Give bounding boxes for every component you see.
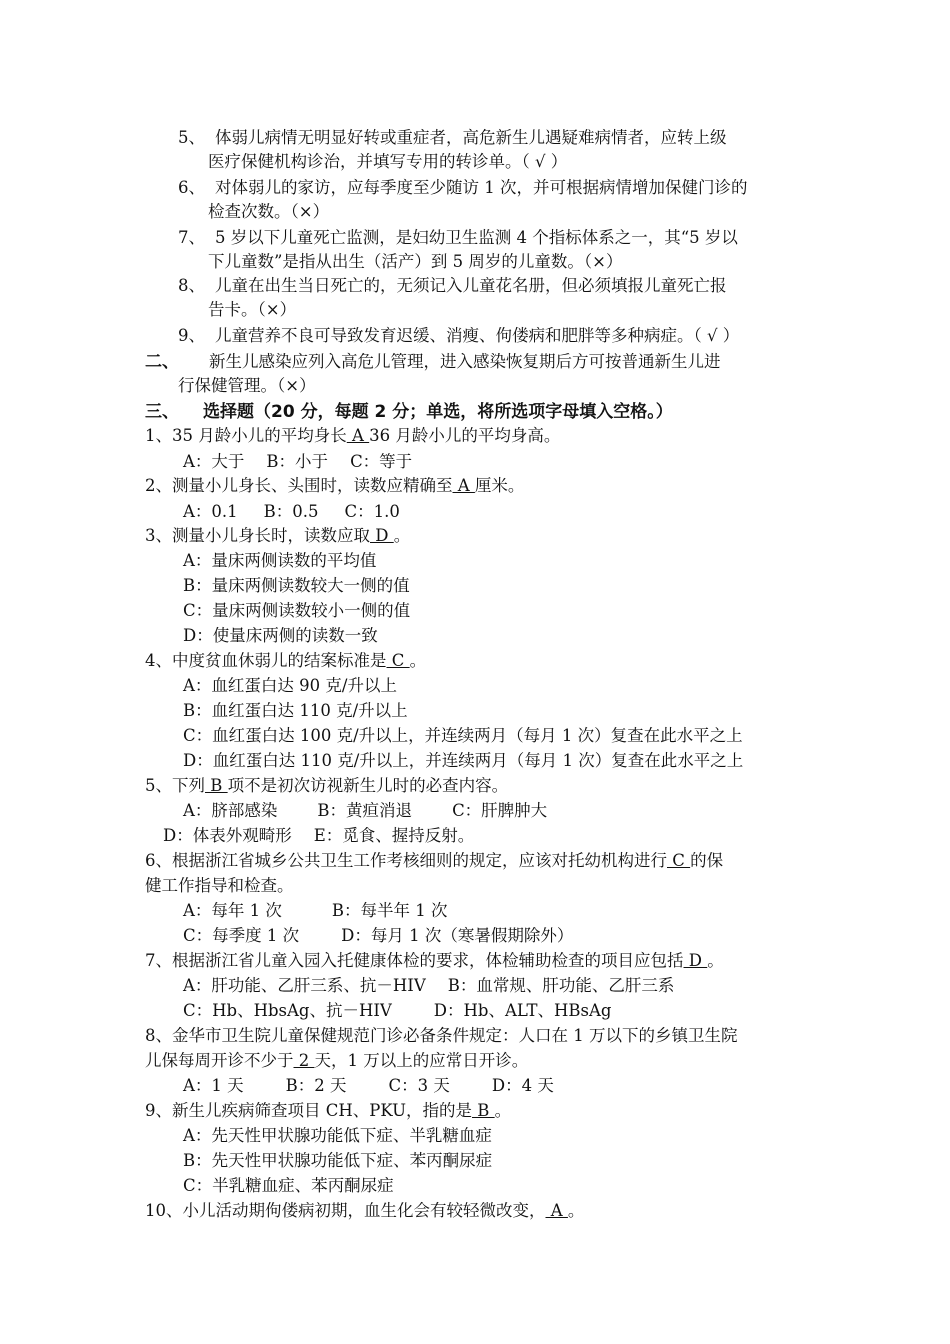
question-2: 2、测量小儿身长、头围时，读数应精确至 A 厘米。	[145, 476, 525, 495]
tf-item-8-line2: 告卡。（×）	[208, 300, 297, 319]
answer-blank: B	[472, 1101, 495, 1120]
question-5: 5、下列 B 项不是初次访视新生儿时的必查内容。	[145, 776, 509, 795]
question-4-option-d: D：血红蛋白达 110 克/升以上，并连续两月（每月 1 次）复查在此水平之上	[183, 751, 744, 770]
question-10: 10、小儿活动期佝偻病初期，血生化会有较轻微改变， A 。	[145, 1201, 585, 1220]
answer-blank: B	[205, 776, 228, 795]
section-three-heading: 三、 选择题（20 分，每题 2 分；单选，将所选项字母填入空格。）	[145, 402, 673, 422]
tf-item-7-line2: 下儿童数”是指从出生（活产）到 5 周岁的儿童数。（×）	[208, 252, 623, 271]
answer-blank: A	[545, 1201, 568, 1220]
tf-item-8-line1: 8、 儿童在出生当日死亡的，无须记入儿童花名册，但必须填报儿童死亡报	[178, 276, 727, 295]
question-5-options-row2: D：体表外观畸形 E：觅食、握持反射。	[163, 826, 475, 845]
item-two-line2: 行保健管理。（×）	[178, 376, 316, 395]
question-2-options: A：0.1 B：0.5 C：1.0	[183, 502, 400, 521]
question-6-options-row2: C：每季度 1 次 D：每月 1 次（寒暑假期除外）	[183, 926, 574, 945]
question-9-option-b: B：先天性甲状腺功能低下症、苯丙酮尿症	[183, 1151, 493, 1170]
question-8-line1: 8、金华市卫生院儿童保健规范门诊必备条件规定：人口在 1 万以下的乡镇卫生院	[145, 1026, 738, 1045]
question-9-option-c: C：半乳糖血症、苯丙酮尿症	[183, 1176, 394, 1195]
tf-item-5-line2: 医疗保健机构诊治，并填写专用的转诊单。（ √ ）	[208, 152, 568, 171]
question-9: 9、新生儿疾病筛查项目 CH、PKU，指的是 B 。	[145, 1101, 512, 1120]
question-3-option-a: A：量床两侧读数的平均值	[183, 551, 377, 570]
question-5-options-row1: A：脐部感染 B：黄疸消退 C：肝脾肿大	[183, 801, 548, 820]
question-1: 1、35 月龄小儿的平均身长 A 36 月龄小儿的平均身高。	[145, 426, 561, 445]
question-6-line1: 6、根据浙江省城乡公共卫生工作考核细则的规定，应该对托幼机构进行 C 的保	[145, 851, 724, 870]
question-9-option-a: A：先天性甲状腺功能低下症、半乳糖血症	[183, 1126, 492, 1145]
question-7-options-row2: C：Hb、HbsAg、抗－HIV D：Hb、ALT、HBsAg	[183, 1001, 612, 1020]
question-8-line2: 儿保每周开诊不少于 2 天，1 万以上的应常日开诊。	[145, 1051, 529, 1070]
answer-blank: A	[346, 426, 370, 445]
question-3-option-c: C：量床两侧读数较小一侧的值	[183, 601, 411, 620]
answer-blank: C	[386, 651, 410, 670]
question-1-options: A：大于 B：小于 C：等于	[183, 452, 413, 471]
answer-blank: D	[370, 526, 394, 545]
tf-item-6-line2: 检查次数。（×）	[208, 202, 330, 221]
answer-blank: C	[667, 851, 691, 870]
tf-item-9: 9、 儿童营养不良可导致发育迟缓、消瘦、佝偻病和肥胖等多种病症。（ √ ）	[178, 326, 740, 345]
question-7: 7、根据浙江省儿童入园入托健康体检的要求，体检辅助检查的项目应包括 D 。	[145, 951, 724, 970]
answer-blank: 2	[293, 1051, 315, 1070]
question-3-option-b: B：量床两侧读数较大一侧的值	[183, 576, 410, 595]
question-3-option-d: D：使量床两侧的读数一致	[183, 626, 378, 645]
question-3: 3、测量小儿身长时，读数应取 D 。	[145, 526, 411, 545]
question-4: 4、中度贫血休弱儿的结案标准是 C 。	[145, 651, 427, 670]
question-4-option-c: C：血红蛋白达 100 克/升以上，并连续两月（每月 1 次）复查在此水平之上	[183, 726, 743, 745]
answer-blank: D	[683, 951, 708, 970]
question-6-options-row1: A：每年 1 次 B：每半年 1 次	[183, 901, 448, 920]
tf-item-7-line1: 7、 5 岁以下儿童死亡监测，是妇幼卫生监测 4 个指标体系之一，其“5 岁以	[178, 228, 738, 247]
answer-blank: A	[452, 476, 475, 495]
question-4-option-b: B：血红蛋白达 110 克/升以上	[183, 701, 408, 720]
tf-item-6-line1: 6、 对体弱儿的家访，应每季度至少随访 1 次，并可根据病情增加保健门诊的	[178, 178, 748, 197]
question-8-options: A：1 天 B：2 天 C：3 天 D：4 天	[183, 1076, 554, 1095]
item-two-line1: 二、 新生儿感染应列入高危儿管理，进入感染恢复期后方可按普通新生儿进	[145, 352, 721, 372]
question-7-options-row1: A：肝功能、乙肝三系、抗－HIV B：血常规、肝功能、乙肝三系	[183, 976, 675, 995]
question-6-line2: 健工作指导和检查。	[145, 876, 294, 895]
question-4-option-a: A：血红蛋白达 90 克/升以上	[183, 676, 397, 695]
tf-item-5-line1: 5、 体弱儿病情无明显好转或重症者，高危新生儿遇疑难病情者，应转上级	[178, 128, 727, 147]
